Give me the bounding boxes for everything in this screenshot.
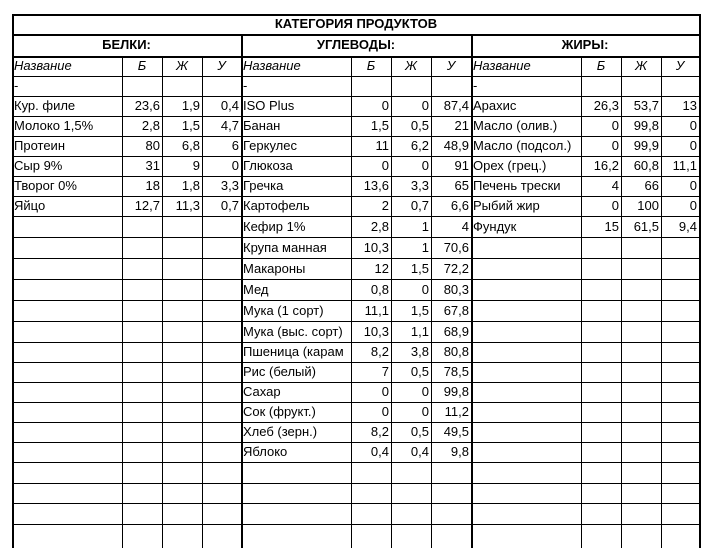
product-name-cell[interactable]: Сахар: [243, 384, 281, 399]
product-name-cell[interactable]: Молоко 1,5%: [14, 118, 94, 133]
nutrient-value-cell[interactable]: 99,8: [633, 118, 659, 133]
nutrient-value-cell[interactable]: 3,3: [220, 178, 239, 193]
product-name-cell[interactable]: Макароны: [243, 261, 306, 276]
nutrient-value-cell[interactable]: 0: [381, 404, 389, 419]
nutrient-value-cell[interactable]: 100: [637, 198, 659, 213]
column-border: [581, 56, 582, 548]
nutrient-value-cell[interactable]: 2,8: [370, 219, 389, 234]
nutrient-value-cell[interactable]: 26,3: [593, 98, 619, 113]
nutrient-value-cell[interactable]: 0: [231, 158, 239, 173]
row-border: [12, 279, 701, 280]
nutrient-value-cell[interactable]: 11,3: [175, 198, 200, 213]
nutrient-value-cell[interactable]: 0,4: [220, 98, 239, 113]
column-border: [661, 56, 662, 548]
column-header: Название: [243, 58, 301, 73]
nutrient-value-cell[interactable]: 16,2: [593, 158, 619, 173]
nutrient-value-cell[interactable]: 0: [381, 98, 389, 113]
product-name-cell[interactable]: Фундук: [473, 219, 517, 234]
nutrient-value-cell[interactable]: 10,3: [363, 324, 389, 339]
nutrient-value-cell[interactable]: 68,9: [443, 324, 469, 339]
nutrient-value-cell[interactable]: 2: [381, 198, 389, 213]
nutrient-value-cell[interactable]: 70,6: [443, 240, 469, 255]
column-border: [391, 56, 392, 548]
row-border: [12, 216, 701, 217]
product-name-cell[interactable]: Сок (фрукт.): [243, 404, 316, 419]
nutrient-value-cell[interactable]: 0: [421, 384, 429, 399]
placeholder-dash: -: [14, 78, 19, 93]
nutrient-value-cell[interactable]: 4: [461, 219, 469, 234]
column-border: [431, 56, 432, 548]
column-border: [162, 56, 163, 548]
nutrient-value-cell[interactable]: 80,8: [443, 344, 469, 359]
nutrient-value-cell[interactable]: 61,5: [633, 219, 659, 234]
nutrient-value-cell[interactable]: 0: [611, 138, 619, 153]
nutrient-value-cell[interactable]: 11,2: [444, 404, 469, 419]
product-name-cell[interactable]: Крупа манная: [243, 240, 327, 255]
section-header: ЖИРЫ:: [561, 37, 609, 52]
column-header: Ж: [405, 58, 417, 73]
nutrient-value-cell[interactable]: 0,5: [410, 424, 429, 439]
nutrient-value-cell[interactable]: 0,4: [410, 444, 429, 459]
section-header: БЕЛКИ:: [102, 37, 151, 52]
row-border: [12, 237, 701, 238]
nutrient-value-cell[interactable]: 6,6: [450, 198, 469, 213]
nutrient-value-cell[interactable]: 0,5: [410, 364, 429, 379]
product-name-cell[interactable]: Орех (грец.): [473, 158, 547, 173]
row-border: [12, 503, 701, 504]
nutrient-value-cell[interactable]: 12,7: [134, 198, 160, 213]
nutrient-value-cell[interactable]: 48,9: [443, 138, 469, 153]
nutrient-value-cell[interactable]: 0,4: [370, 444, 389, 459]
nutrient-value-cell[interactable]: 49,5: [443, 424, 469, 439]
column-header: У: [446, 58, 456, 73]
nutrient-value-cell[interactable]: 0,7: [410, 198, 429, 213]
nutrient-value-cell[interactable]: 9: [192, 158, 200, 173]
product-name-cell[interactable]: Творог 0%: [14, 178, 77, 193]
nutrient-value-cell[interactable]: 1,1: [410, 324, 429, 339]
product-name-cell[interactable]: Гречка: [243, 178, 284, 193]
nutrient-value-cell[interactable]: 99,8: [443, 384, 469, 399]
nutrient-value-cell[interactable]: 4: [611, 178, 619, 193]
nutrient-value-cell[interactable]: 1,5: [370, 118, 389, 133]
product-name-cell[interactable]: Сыр 9%: [14, 158, 63, 173]
nutrient-value-cell[interactable]: 0,5: [410, 118, 429, 133]
product-name-cell[interactable]: Масло (подсол.): [473, 138, 572, 153]
nutrient-value-cell[interactable]: 9,8: [450, 444, 469, 459]
nutrient-value-cell[interactable]: 87,4: [443, 98, 469, 113]
nutrient-value-cell[interactable]: 1,9: [181, 98, 200, 113]
nutrient-value-cell[interactable]: 2,8: [141, 118, 160, 133]
nutrient-value-cell[interactable]: 6,8: [181, 138, 200, 153]
nutrient-value-cell[interactable]: 10,3: [363, 240, 389, 255]
nutrient-value-cell[interactable]: 66: [644, 178, 659, 193]
row-border: [12, 300, 701, 301]
row-border: [12, 462, 701, 463]
nutrient-value-cell[interactable]: 1,5: [410, 303, 429, 318]
nutrient-value-cell[interactable]: 80: [145, 138, 160, 153]
product-name-cell[interactable]: Банан: [243, 118, 281, 133]
nutrient-value-cell[interactable]: 0,8: [370, 282, 389, 297]
product-name-cell[interactable]: Арахис: [473, 98, 517, 113]
nutrient-value-cell[interactable]: 3,8: [410, 344, 429, 359]
product-name-cell[interactable]: Хлеб (зерн.): [243, 424, 318, 439]
column-header: Ж: [176, 58, 188, 73]
nutrient-value-cell[interactable]: 0: [689, 118, 697, 133]
nutrient-value-cell[interactable]: 8,2: [370, 424, 389, 439]
nutrient-value-cell[interactable]: 0,7: [220, 198, 239, 213]
product-name-cell[interactable]: Геркулес: [243, 138, 297, 153]
row-border: [12, 483, 701, 484]
nutrient-value-cell[interactable]: 91: [454, 158, 469, 173]
product-name-cell[interactable]: Мука (выс. сорт): [243, 324, 343, 339]
nutrient-value-cell[interactable]: 13: [682, 98, 697, 113]
column-header: Название: [473, 58, 531, 73]
column-header: У: [675, 58, 685, 73]
nutrient-value-cell[interactable]: 0: [421, 158, 429, 173]
column-border: [351, 56, 352, 548]
nutrient-value-cell[interactable]: 1,8: [181, 178, 200, 193]
product-name-cell[interactable]: Мука (1 сорт): [243, 303, 324, 318]
nutrient-value-cell[interactable]: 4,7: [220, 118, 239, 133]
nutrient-value-cell[interactable]: 78,5: [443, 364, 469, 379]
nutrient-value-cell[interactable]: 7: [381, 364, 389, 379]
nutrient-value-cell[interactable]: 13,6: [363, 178, 389, 193]
nutrient-value-cell[interactable]: 0: [421, 98, 429, 113]
nutrient-value-cell[interactable]: 1: [421, 219, 429, 234]
nutrient-value-cell[interactable]: 0: [689, 138, 697, 153]
column-header: Название: [14, 58, 72, 73]
nutrient-value-cell[interactable]: 15: [604, 219, 619, 234]
nutrient-value-cell[interactable]: 21: [454, 118, 469, 133]
nutrient-value-cell[interactable]: 0: [689, 178, 697, 193]
table-title: КАТЕГОРИЯ ПРОДУКТОВ: [274, 16, 438, 31]
nutrient-value-cell[interactable]: 65: [454, 178, 469, 193]
column-border: [202, 56, 203, 548]
product-name-cell[interactable]: Мед: [243, 282, 269, 297]
product-name-cell[interactable]: Глюкоза: [243, 158, 293, 173]
product-name-cell[interactable]: Протеин: [14, 138, 65, 153]
column-border: [621, 56, 622, 548]
nutrient-value-cell[interactable]: 8,2: [370, 344, 389, 359]
nutrient-value-cell[interactable]: 18: [145, 178, 160, 193]
nutrient-value-cell[interactable]: 9,4: [678, 219, 697, 234]
row-border: [12, 524, 701, 525]
nutrient-value-cell[interactable]: 31: [145, 158, 160, 173]
nutrient-value-cell[interactable]: 0: [689, 198, 697, 213]
nutrient-value-cell[interactable]: 0: [381, 384, 389, 399]
column-header: Б: [596, 58, 606, 73]
row-border: [12, 258, 701, 259]
table-right-border: [699, 14, 701, 548]
nutrient-value-cell[interactable]: 1: [421, 240, 429, 255]
nutrient-value-cell[interactable]: 67,8: [443, 303, 469, 318]
row-border: [12, 321, 701, 322]
product-name-cell[interactable]: ISO Plus: [243, 98, 295, 113]
product-name-cell[interactable]: Масло (олив.): [473, 118, 558, 133]
product-name-cell[interactable]: Картофель: [243, 198, 310, 213]
nutrient-value-cell[interactable]: 99,9: [633, 138, 659, 153]
nutrient-value-cell[interactable]: 53,7: [633, 98, 659, 113]
product-name-cell[interactable]: Яблоко: [243, 444, 288, 459]
nutrient-value-cell[interactable]: 0: [421, 404, 429, 419]
nutrient-value-cell[interactable]: 11,1: [672, 158, 697, 173]
column-header: Ж: [635, 58, 647, 73]
placeholder-dash: -: [473, 78, 478, 93]
product-name-cell[interactable]: Рис (белый): [243, 364, 316, 379]
nutrient-value-cell[interactable]: 11: [375, 138, 389, 153]
nutrient-value-cell[interactable]: 3,3: [410, 178, 429, 193]
nutrient-value-cell[interactable]: 23,6: [134, 98, 160, 113]
nutrient-value-cell[interactable]: 0: [611, 118, 619, 133]
product-name-cell[interactable]: Кур. филе: [14, 98, 76, 113]
product-name-cell[interactable]: Печень трески: [473, 178, 561, 193]
column-header: Б: [137, 58, 147, 73]
column-border: [122, 56, 123, 548]
nutrient-value-cell[interactable]: 72,2: [443, 261, 469, 276]
nutrient-value-cell[interactable]: 0: [421, 282, 429, 297]
product-name-cell[interactable]: Кефир 1%: [243, 219, 306, 234]
placeholder-dash: -: [243, 78, 248, 93]
nutrient-value-cell[interactable]: 6,2: [410, 138, 429, 153]
nutrient-value-cell[interactable]: 1,5: [181, 118, 200, 133]
product-name-cell[interactable]: Пшеница (карам: [243, 344, 344, 359]
nutrient-value-cell[interactable]: 12: [374, 261, 389, 276]
nutrient-value-cell[interactable]: 11,1: [364, 303, 389, 318]
column-header: У: [217, 58, 226, 73]
nutrient-value-cell[interactable]: 80,3: [443, 282, 469, 297]
column-header: Б: [366, 58, 376, 73]
section-header: УГЛЕВОДЫ:: [316, 37, 396, 52]
nutrient-value-cell[interactable]: 0: [611, 198, 619, 213]
nutrient-value-cell[interactable]: 0: [381, 158, 389, 173]
nutrient-value-cell[interactable]: 6: [231, 138, 239, 153]
nutrient-value-cell[interactable]: 60,8: [633, 158, 659, 173]
nutrient-value-cell[interactable]: 1,5: [410, 261, 429, 276]
product-name-cell[interactable]: Яйцо: [14, 198, 46, 213]
product-name-cell[interactable]: Рыбий жир: [473, 198, 540, 213]
